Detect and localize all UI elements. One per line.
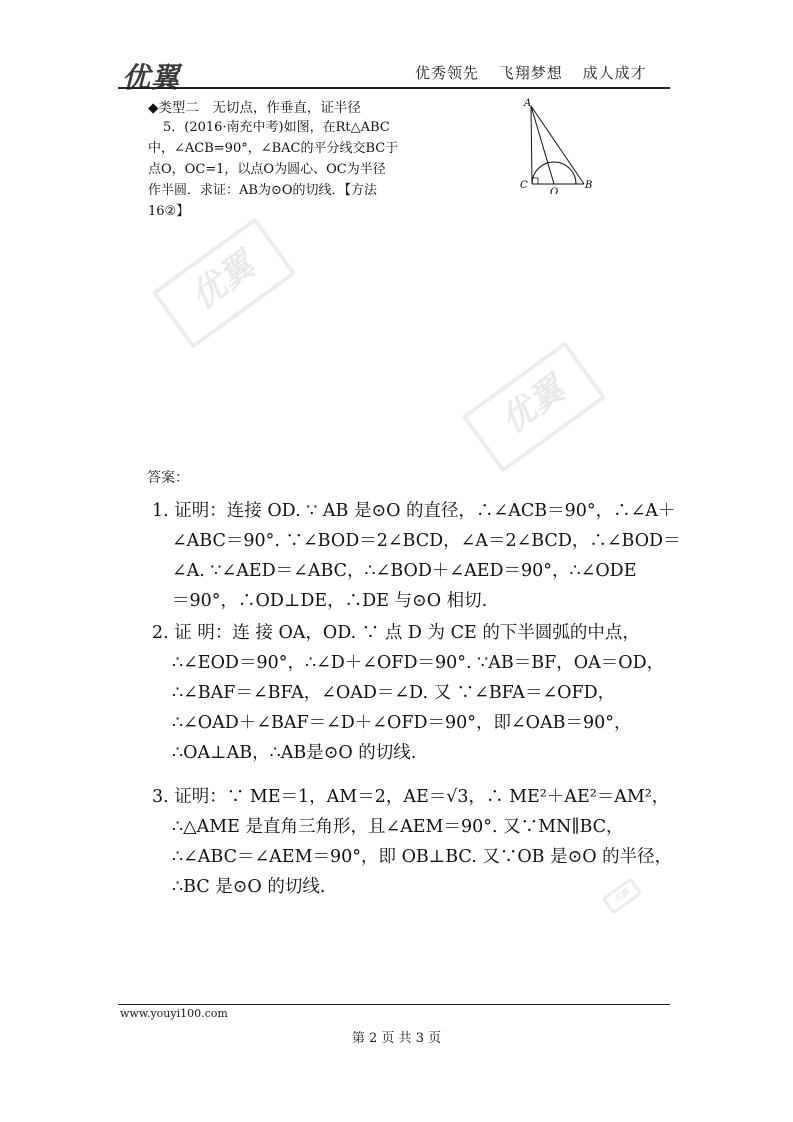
answer-line: ＝90°，∴OD⊥DE，∴DE 与⊙O 相切. xyxy=(172,591,488,611)
answer-line: 2. 证 明：连 接 OA，OD. ∵ 点 D 为 CE 的下半圆弧的中点， xyxy=(152,623,640,643)
slogan-part-3: 成人成才 xyxy=(582,64,647,82)
segment-ac xyxy=(531,106,532,184)
answer-line: ∴OA⊥AB，∴AB是⊙O 的切线. xyxy=(172,743,417,763)
label-o: O xyxy=(550,187,559,194)
problem-line: 中，∠ACB=90°，∠BAC的平分线交BC于 xyxy=(148,141,399,156)
answer-line: ∠ABC＝90°. ∵∠BOD＝2∠BCD，∠A＝2∠BCD，∴∠BOD＝ xyxy=(172,531,681,551)
answer-line: ∴∠BAF＝∠BFA，∠OAD＝∠D. 又 ∵∠BFA＝∠OFD， xyxy=(172,683,616,703)
geometry-figure xyxy=(514,94,604,194)
answer-line: ∴∠EOD＝90°，∴∠D＋∠OFD＝90°. ∵AB＝BF，OA＝OD， xyxy=(172,653,665,673)
problem-line: 16②】 xyxy=(148,204,190,219)
answer-line: 3. 证明：∵ ME＝1，AM＝2，AE＝√3，∴ ME²＋AE²＝AM²， xyxy=(152,787,670,807)
answer-line: ∴∠ABC＝∠AEM＝90°，即 OB⊥BC. 又∵OB 是⊙O 的半径， xyxy=(172,847,673,867)
label-c: C xyxy=(520,180,528,191)
footer-url: www.youyi100.com xyxy=(120,1007,228,1020)
answer-line: 1. 证明：连接 OD. ∵ AB 是⊙O 的直径，∴∠ACB＝90°，∴∠A＋ xyxy=(152,501,676,521)
slogan-part-1: 优秀领先 xyxy=(415,64,480,82)
header-divider xyxy=(118,87,670,89)
watermark-logo: 优翼 xyxy=(602,877,643,914)
answers-label: 答案： xyxy=(147,470,189,486)
problem-line: 作半圆．求证：AB为⊙O的切线．【方法 xyxy=(148,183,377,198)
problem-line: 5．(2016·南充中考)如图，在Rt△ABC xyxy=(163,120,390,135)
logo: 优翼 xyxy=(122,61,181,94)
problem-line: 点O，OC=1，以点O为圆心、OC为半径 xyxy=(148,162,386,177)
watermark-logo: 优翼 xyxy=(462,341,607,473)
header-slogan xyxy=(415,62,647,83)
label-b: B xyxy=(585,180,593,191)
segment-ao-bisector xyxy=(531,106,554,184)
slogan-part-2: 飞翔梦想 xyxy=(498,64,563,82)
answer-line: ∴∠OAD＋∠BAF＝∠D＋∠OFD＝90°，即∠OAB＝90°， xyxy=(172,713,632,733)
semicircle-o xyxy=(532,162,576,184)
answer-line: ∴BC 是⊙O 的切线. xyxy=(172,877,326,897)
page-number: 第 2 页 共 3 页 xyxy=(351,1031,442,1046)
answer-line: ∴△AME 是直角三角形，且∠AEM＝90°. 又∵MN∥BC， xyxy=(172,817,624,837)
footer-divider xyxy=(118,1004,670,1005)
label-a: A xyxy=(524,98,532,109)
watermark-logo: 优翼 xyxy=(152,217,297,349)
answer-line: ∠A. ∵∠AED＝∠ABC，∴∠BOD＋∠AED＝90°，∴∠ODE xyxy=(172,561,637,581)
segment-ab xyxy=(531,106,584,184)
problem-type-heading: ◆类型二 无切点，作垂直，证半径 xyxy=(148,100,361,116)
